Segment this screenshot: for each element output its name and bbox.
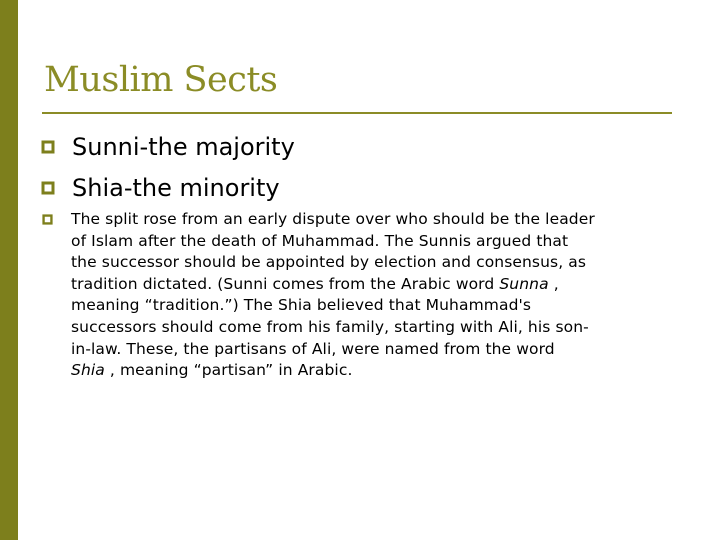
term-shia: Shia [71, 361, 105, 380]
paragraph-text: tradition dictated. (Sunni comes from the Arabic word [71, 274, 500, 293]
side-accent-bar [0, 0, 18, 540]
paragraph-line: of Islam after the death of Muhammad. The Sunnis argued that [71, 231, 569, 250]
explanation-paragraph [71, 209, 681, 382]
term-sunna: Sunna [499, 274, 549, 293]
square-bullet-icon [41, 181, 55, 195]
slide-title: Muslim Sects [44, 60, 278, 100]
paragraph-line [71, 274, 681, 296]
paragraph-line: meaning “tradition.”) The Shia believed that Muhammad's [71, 296, 532, 315]
paragraph-line: The split rose from an early dispute over who should be the leader [71, 210, 595, 228]
paragraph-text: , [548, 274, 559, 293]
title-divider [42, 112, 672, 114]
square-bullet-icon [41, 140, 55, 154]
bullet-item-shia: Shia-the minority [72, 174, 280, 202]
paragraph-line: the successor should be appointed by election and consensus, as [71, 253, 587, 272]
paragraph-text: , meaning “partisan” in Arabic. [104, 361, 353, 380]
square-bullet-icon [42, 214, 53, 225]
bullet-item-sunni: Sunni-the majority [72, 133, 295, 161]
paragraph-line: successors should come from his family, starting with Ali, his son- [71, 317, 589, 336]
paragraph-line [71, 360, 681, 382]
paragraph-line: in-law. These, the partisans of Ali, were named from the word [71, 339, 555, 358]
